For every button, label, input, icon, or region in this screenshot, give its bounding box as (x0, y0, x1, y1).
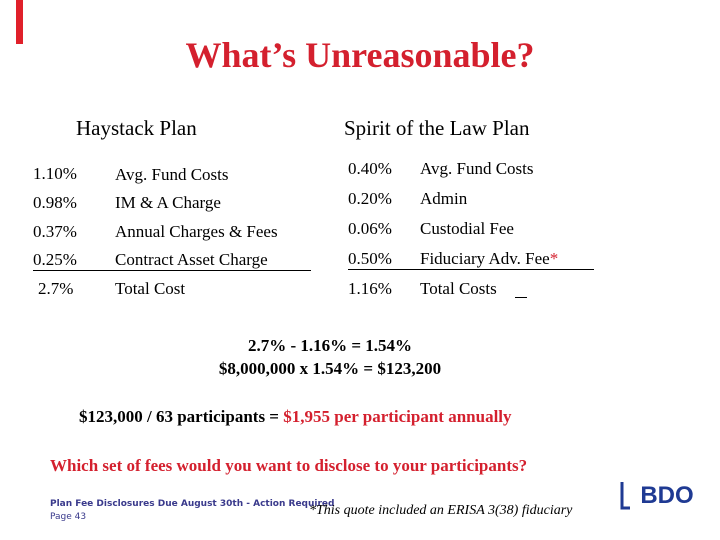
fiduciary-footnote: *This quote included an ERISA 3(38) fiduciary (309, 503, 573, 518)
haystack-heading: Haystack Plan (76, 116, 197, 140)
haystack-pct: 1.10% (33, 164, 77, 183)
spirit-label: Avg. Fund Costs (420, 159, 534, 178)
spirit-pct: 0.50% (348, 249, 392, 268)
spirit-label: Fiduciary Adv. Fee (420, 249, 550, 268)
calc-line-3-prefix: $123,000 / 63 participants = (79, 407, 284, 426)
footer-event: Plan Fee Disclosures Due August 30th - Action Required (50, 499, 335, 509)
spirit-pct: 0.06% (348, 219, 392, 238)
fiduciary-marker: * (549, 249, 559, 268)
haystack-pct: 0.98% (33, 193, 77, 212)
spirit-pct: 0.20% (348, 189, 392, 208)
spirit-total-rule (348, 269, 594, 270)
page-number: Page 43 (50, 512, 87, 522)
spirit-total-underscore (515, 297, 527, 298)
disclosure-question: Which set of fees would you want to disclose to your participants? (50, 456, 528, 475)
haystack-label: Avg. Fund Costs (115, 165, 229, 184)
haystack-label: IM & A Charge (115, 193, 221, 212)
page-title: What’s Unreasonable? (185, 35, 535, 75)
spirit-total-pct: 1.16% (348, 279, 392, 298)
calc-line-2: $8,000,000 x 1.54% = $123,200 (218, 359, 442, 378)
haystack-pct: 0.37% (33, 222, 77, 241)
per-participant-cost: $1,955 per participant annually (283, 407, 512, 426)
spirit-total-label: Total Costs (420, 279, 497, 298)
haystack-total-label: Total Cost (115, 279, 186, 298)
spirit-pct: 0.40% (348, 159, 392, 178)
bdo-logo (620, 478, 704, 510)
haystack-total-pct: 2.7% (38, 279, 74, 298)
spirit-label: Custodial Fee (420, 219, 514, 238)
spirit-label-row (420, 249, 558, 269)
calc-line-1: 2.7% - 1.16% = 1.54% (247, 336, 413, 355)
calc-line-3 (79, 407, 512, 427)
haystack-total-rule (33, 270, 311, 271)
spirit-label: Admin (420, 189, 468, 208)
logo-text: BDO (640, 482, 694, 509)
haystack-label: Contract Asset Charge (115, 250, 268, 269)
logo-bracket (622, 482, 630, 508)
haystack-pct: 0.25% (33, 250, 77, 269)
haystack-label: Annual Charges & Fees (115, 222, 278, 241)
spirit-heading: Spirit of the Law Plan (344, 116, 530, 140)
